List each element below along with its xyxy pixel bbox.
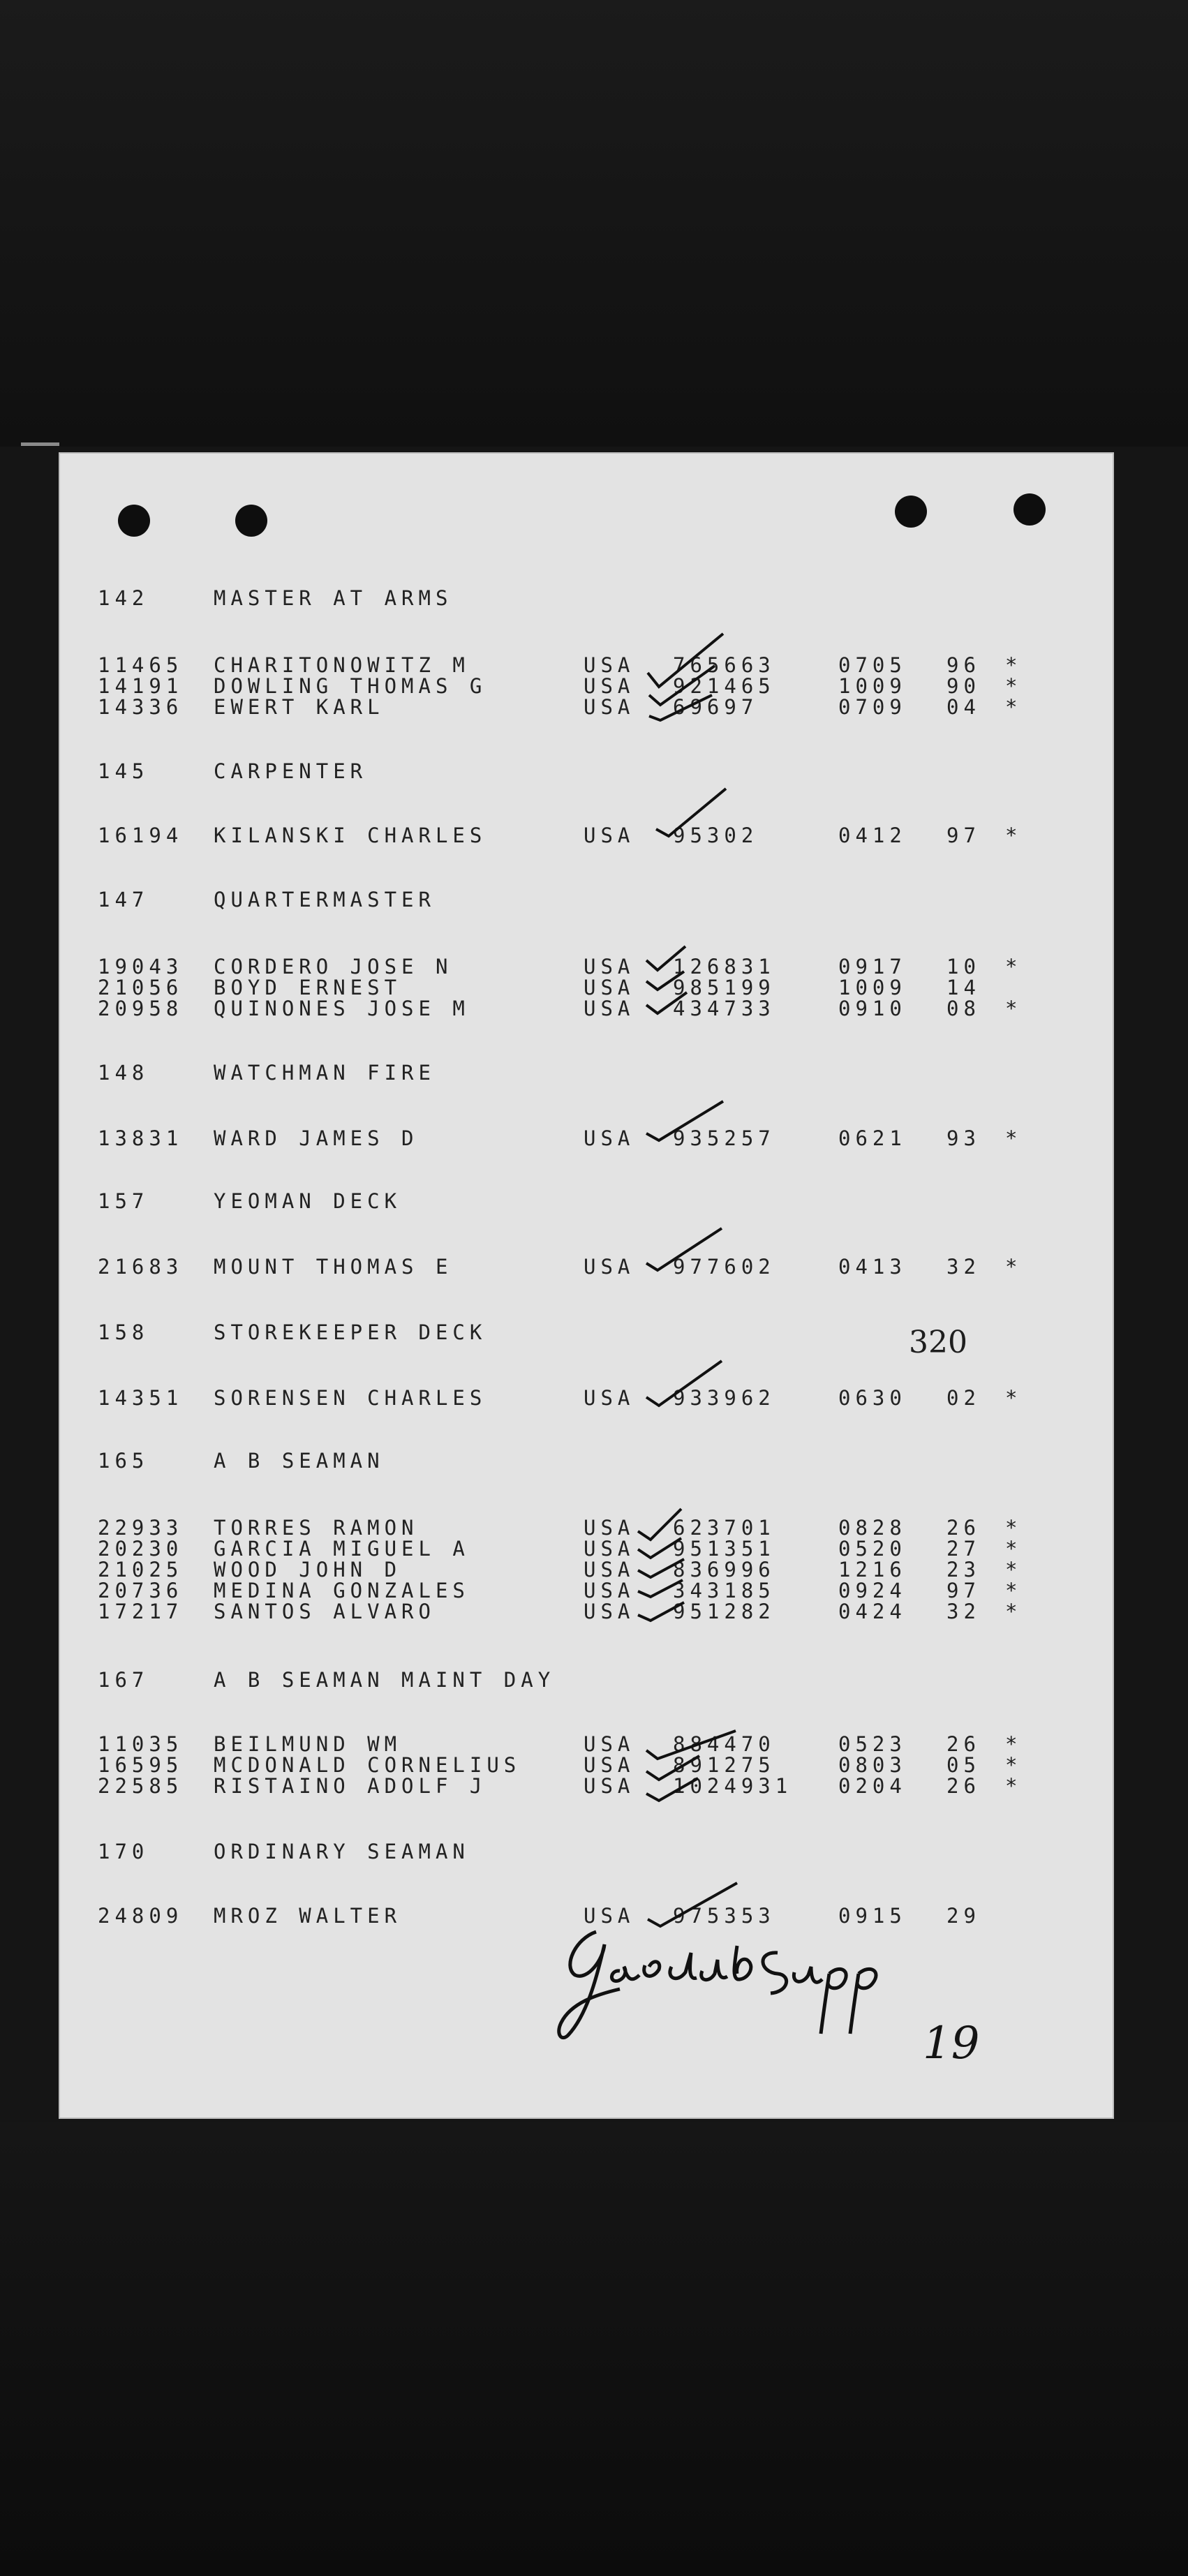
- employee-name: CORDERO JOSE N: [214, 955, 453, 978]
- section-title: STOREKEEPER DECK: [214, 1320, 487, 1344]
- employee-row: [59, 824, 1114, 851]
- section-title: A B SEAMAN MAINT DAY: [214, 1668, 556, 1692]
- record-number: 933962: [673, 1386, 775, 1410]
- punch-hole: [895, 496, 927, 528]
- record-number: 935257: [673, 1126, 775, 1150]
- asterisk-mark: *: [1005, 955, 1023, 978]
- page-number: 19: [923, 2018, 980, 2069]
- record-date: 1009: [838, 674, 907, 698]
- record-rate: 23: [946, 1558, 981, 1581]
- record-date: 0709: [838, 695, 907, 719]
- record-date: 0412: [838, 824, 907, 847]
- citizenship: USA: [584, 653, 635, 677]
- employee-name: DOWLING THOMAS G: [214, 674, 487, 698]
- section-code: 167: [98, 1668, 149, 1692]
- record-rate: 08: [946, 997, 981, 1020]
- employee-row: [59, 695, 1114, 723]
- record-number: 921465: [673, 674, 775, 698]
- asterisk-mark: *: [1005, 1579, 1023, 1602]
- record-number: 343185: [673, 1579, 775, 1602]
- check-mark: [653, 784, 730, 840]
- record-date: 0915: [838, 1904, 907, 1928]
- citizenship: USA: [584, 1732, 635, 1756]
- citizenship: USA: [584, 1255, 635, 1279]
- record-number: 95302: [673, 824, 759, 847]
- employee-id: 17217: [98, 1600, 184, 1623]
- employee-id: 24809: [98, 1904, 184, 1928]
- section-title: A B SEAMAN: [214, 1449, 385, 1473]
- section-code: 145: [98, 759, 149, 783]
- check-mark: [644, 1720, 741, 1803]
- asterisk-mark: *: [1005, 1255, 1023, 1279]
- section-header: [59, 759, 1114, 787]
- record-rate: 26: [946, 1732, 981, 1756]
- stamp-number: 320: [909, 1325, 967, 1360]
- record-number: 985199: [673, 976, 775, 999]
- record-number: 765663: [673, 653, 775, 677]
- section-code: 148: [98, 1061, 149, 1085]
- section-title: ORDINARY SEAMAN: [214, 1840, 470, 1863]
- section-title: MASTER AT ARMS: [214, 586, 453, 610]
- citizenship: USA: [584, 1579, 635, 1602]
- film-edge-mark: [21, 442, 59, 446]
- record-date: 0413: [838, 1255, 907, 1279]
- section-code: 142: [98, 586, 149, 610]
- employee-id: 11035: [98, 1732, 184, 1756]
- citizenship: USA: [584, 824, 635, 847]
- section-title: YEOMAN DECK: [214, 1189, 402, 1213]
- record-date: 0917: [838, 955, 907, 978]
- employee-id: 22933: [98, 1516, 184, 1540]
- asterisk-mark: *: [1005, 1516, 1023, 1540]
- record-date: 1009: [838, 976, 907, 999]
- employee-id: 16194: [98, 824, 184, 847]
- citizenship: USA: [584, 1753, 635, 1777]
- record-date: 0424: [838, 1600, 907, 1623]
- record-date: 0705: [838, 653, 907, 677]
- section-header: [59, 586, 1114, 614]
- record-number: 884470: [673, 1732, 775, 1756]
- asterisk-mark: *: [1005, 1537, 1023, 1561]
- employee-id: 14351: [98, 1386, 184, 1410]
- section-code: 147: [98, 888, 149, 911]
- section-code: 165: [98, 1449, 149, 1473]
- check-mark: [635, 1503, 719, 1629]
- employee-row: [59, 997, 1114, 1025]
- section-title: WATCHMAN FIRE: [214, 1061, 436, 1085]
- section-header: [59, 1189, 1114, 1217]
- employee-id: 14336: [98, 695, 184, 719]
- record-rate: 05: [946, 1753, 981, 1777]
- citizenship: USA: [584, 997, 635, 1020]
- check-mark: [644, 941, 720, 1018]
- section-header: [59, 1840, 1114, 1868]
- record-date: 1216: [838, 1558, 907, 1581]
- record-rate: 32: [946, 1255, 981, 1279]
- punch-hole: [235, 505, 267, 537]
- employee-row: [59, 1600, 1114, 1628]
- employee-name: WOOD JOHN D: [214, 1558, 402, 1581]
- record-date: 0828: [838, 1516, 907, 1540]
- citizenship: USA: [584, 1386, 635, 1410]
- employee-name: WARD JAMES D: [214, 1126, 419, 1150]
- citizenship: USA: [584, 1774, 635, 1798]
- section-title: QUARTERMASTER: [214, 888, 436, 911]
- employee-id: 13831: [98, 1126, 184, 1150]
- employee-id: 20230: [98, 1537, 184, 1561]
- record-number: 891275: [673, 1753, 775, 1777]
- employee-name: MOUNT THOMAS E: [214, 1255, 453, 1279]
- document-page: [59, 452, 1114, 2119]
- employee-row: [59, 1774, 1114, 1802]
- punch-hole: [1013, 493, 1046, 526]
- citizenship: USA: [584, 976, 635, 999]
- section-code: 157: [98, 1189, 149, 1213]
- employee-name: BEILMUND WM: [214, 1732, 402, 1756]
- citizenship: USA: [584, 1126, 635, 1150]
- record-rate: 93: [946, 1126, 981, 1150]
- section-code: 170: [98, 1840, 149, 1863]
- citizenship: USA: [584, 695, 635, 719]
- record-number: 623701: [673, 1516, 775, 1540]
- record-number: 951351: [673, 1537, 775, 1561]
- record-rate: 27: [946, 1537, 981, 1561]
- employee-name: MCDONALD CORNELIUS: [214, 1753, 521, 1777]
- record-date: 0924: [838, 1579, 907, 1602]
- section-header: [59, 1061, 1114, 1089]
- employee-row: [59, 1386, 1114, 1414]
- record-number: 836996: [673, 1558, 775, 1581]
- asterisk-mark: *: [1005, 674, 1023, 698]
- record-rate: 96: [946, 653, 981, 677]
- record-date: 0621: [838, 1126, 907, 1150]
- employee-id: 16595: [98, 1753, 184, 1777]
- record-rate: 90: [946, 674, 981, 698]
- employee-name: CHARITONOWITZ M: [214, 653, 470, 677]
- employee-id: 21683: [98, 1255, 184, 1279]
- record-number: 69697: [673, 695, 759, 719]
- record-date: 0523: [838, 1732, 907, 1756]
- section-header: [59, 1449, 1114, 1477]
- asterisk-mark: *: [1005, 1600, 1023, 1623]
- handwritten-signature: [547, 1911, 924, 2043]
- record-date: 0910: [838, 997, 907, 1020]
- record-rate: 02: [946, 1386, 981, 1410]
- section-code: 158: [98, 1320, 149, 1344]
- record-date: 0803: [838, 1753, 907, 1777]
- record-number: 977602: [673, 1255, 775, 1279]
- employee-id: 11465: [98, 653, 184, 677]
- check-mark: [644, 1224, 727, 1280]
- employee-name: KILANSKI CHARLES: [214, 824, 487, 847]
- record-number: 434733: [673, 997, 775, 1020]
- record-rate: 97: [946, 824, 981, 847]
- employee-id: 19043: [98, 955, 184, 978]
- check-mark: [644, 1097, 727, 1153]
- asterisk-mark: *: [1005, 1558, 1023, 1581]
- record-rate: 14: [946, 976, 981, 999]
- film-background-top: [0, 0, 1188, 447]
- check-mark: [645, 631, 729, 722]
- employee-name: GARCIA MIGUEL A: [214, 1537, 470, 1561]
- citizenship: USA: [584, 1904, 635, 1928]
- asterisk-mark: *: [1005, 1732, 1023, 1756]
- record-rate: 04: [946, 695, 981, 719]
- employee-name: RISTAINO ADOLF J: [214, 1774, 487, 1798]
- citizenship: USA: [584, 1537, 635, 1561]
- employee-name: EWERT KARL: [214, 695, 385, 719]
- employee-row: [59, 1126, 1114, 1154]
- record-rate: 26: [946, 1516, 981, 1540]
- citizenship: USA: [584, 1600, 635, 1623]
- employee-name: SANTOS ALVARO: [214, 1600, 436, 1623]
- record-rate: 10: [946, 955, 981, 978]
- citizenship: USA: [584, 1516, 635, 1540]
- employee-name: TORRES RAMON: [214, 1516, 419, 1540]
- record-rate: 32: [946, 1600, 981, 1623]
- employee-id: 21025: [98, 1558, 184, 1581]
- record-rate: 97: [946, 1579, 981, 1602]
- employee-name: BOYD ERNEST: [214, 976, 402, 999]
- asterisk-mark: *: [1005, 824, 1023, 847]
- asterisk-mark: *: [1005, 1386, 1023, 1410]
- section-header: [59, 1668, 1114, 1696]
- record-rate: 26: [946, 1774, 981, 1798]
- signature-text: Garland Supp: [547, 1911, 553, 1912]
- citizenship: USA: [584, 674, 635, 698]
- asterisk-mark: *: [1005, 695, 1023, 719]
- punch-hole: [118, 505, 150, 537]
- employee-id: 21056: [98, 976, 184, 999]
- record-number: 1024931: [673, 1774, 793, 1798]
- record-date: 0204: [838, 1774, 907, 1798]
- citizenship: USA: [584, 1558, 635, 1581]
- record-date: 0630: [838, 1386, 907, 1410]
- film-background-bottom: [0, 2122, 1188, 2576]
- record-number: 126831: [673, 955, 775, 978]
- employee-id: 22585: [98, 1774, 184, 1798]
- employee-name: MROZ WALTER: [214, 1904, 402, 1928]
- employee-row: [59, 1255, 1114, 1283]
- employee-name: SORENSEN CHARLES: [214, 1386, 487, 1410]
- record-number: 951282: [673, 1600, 775, 1623]
- record-rate: 29: [946, 1904, 981, 1928]
- section-title: CARPENTER: [214, 759, 368, 783]
- employee-name: QUINONES JOSE M: [214, 997, 470, 1020]
- employee-id: 20958: [98, 997, 184, 1020]
- record-number: 975353: [673, 1904, 775, 1928]
- asterisk-mark: *: [1005, 997, 1023, 1020]
- asterisk-mark: *: [1005, 653, 1023, 677]
- section-header: [59, 888, 1114, 916]
- employee-name: MEDINA GONZALES: [214, 1579, 470, 1602]
- asterisk-mark: *: [1005, 1126, 1023, 1150]
- citizenship: USA: [584, 955, 635, 978]
- asterisk-mark: *: [1005, 1753, 1023, 1777]
- employee-id: 20736: [98, 1579, 184, 1602]
- check-mark: [644, 1357, 727, 1413]
- asterisk-mark: *: [1005, 1774, 1023, 1798]
- employee-id: 14191: [98, 674, 184, 698]
- record-date: 0520: [838, 1537, 907, 1561]
